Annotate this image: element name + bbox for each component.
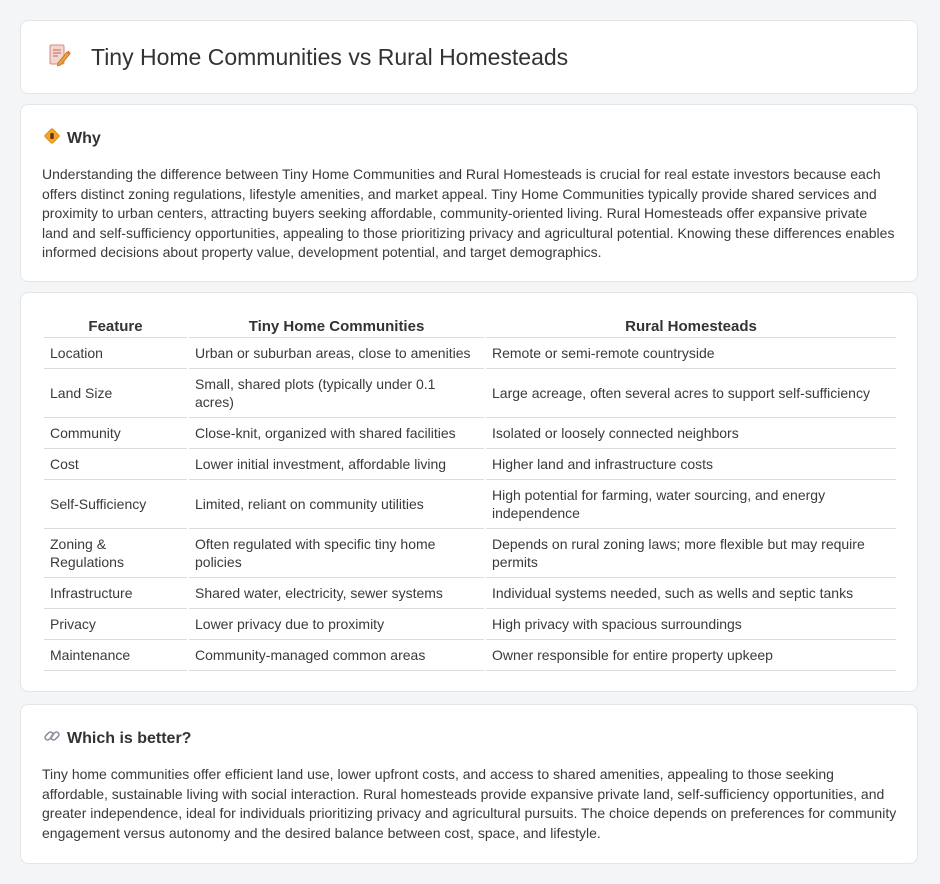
- table-row: [44, 338, 896, 369]
- table-row: [44, 609, 896, 640]
- feature-cell: Zoning & Regulations: [44, 529, 187, 578]
- feature-cell: Infrastructure: [44, 578, 187, 609]
- which-is-better-text: Tiny home communities offer efficient land use, lower upfront costs, and access to shared amenities, appealing to those seeking affordable, sustainable living with social interaction. Rural homesteads provide expansive private land, self-sufficiency opportunities, and greater independence, ideal for individuals prioritizing privacy and agricultural pursuits. The choice depends on preferences for community engagement versus autonomy and the desired balance between cost, space, and lifestyle.: [42, 766, 897, 841]
- why-heading: Why: [67, 129, 101, 147]
- which-is-better-section: [20, 704, 918, 864]
- table-row: [44, 578, 896, 609]
- why-section: [20, 104, 918, 282]
- table-row: [44, 369, 896, 418]
- header-tiny-home: Tiny Home Communities: [189, 315, 484, 338]
- tiny-home-cell: Limited, reliant on community utilities: [189, 480, 484, 529]
- comparison-table: [42, 315, 898, 671]
- tiny-home-cell: Lower initial investment, affordable living: [189, 449, 484, 480]
- comparison-section: [20, 292, 918, 692]
- tiny-home-cell: Close-knit, organized with shared facilities: [189, 418, 484, 449]
- feature-cell: Privacy: [44, 609, 187, 640]
- rural-homestead-cell: Owner responsible for entire property upkeep: [486, 640, 896, 671]
- rural-homestead-cell: Individual systems needed, such as wells and septic tanks: [486, 578, 896, 609]
- title-card: [20, 20, 918, 94]
- table-row: [44, 529, 896, 578]
- feature-cell: Land Size: [44, 369, 187, 418]
- rural-homestead-cell: Remote or semi-remote countryside: [486, 338, 896, 369]
- rural-homestead-cell: Higher land and infrastructure costs: [486, 449, 896, 480]
- tiny-home-cell: Urban or suburban areas, close to amenities: [189, 338, 484, 369]
- table-row: [44, 418, 896, 449]
- tiny-home-cell: Community-managed common areas: [189, 640, 484, 671]
- tiny-home-cell: Lower privacy due to proximity: [189, 609, 484, 640]
- link-icon: [43, 727, 61, 750]
- why-text: Understanding the difference between Tiny Home Communities and Rural Homesteads is crucial for real estate investors because each offers distinct zoning regulations, lifestyle amenities, and market appeal. Tiny Home Communities typically provide shared services and proximity to urban centers, attracting buyers seeking affordable, community-oriented living. Rural Homesteads offer expansive private land and self-sufficiency opportunities, appealing to those prioritizing privacy and agricultural potential. Knowing these differences enables informed decisions about property value, development potential, and target demographics.: [42, 166, 895, 261]
- feature-cell: Self-Sufficiency: [44, 480, 187, 529]
- rural-homestead-cell: High potential for farming, water sourcing, and energy independence: [486, 480, 896, 529]
- which-is-better-heading: Which is better?: [67, 729, 192, 747]
- feature-cell: Location: [44, 338, 187, 369]
- table-row: [44, 449, 896, 480]
- feature-cell: Maintenance: [44, 640, 187, 671]
- rural-homestead-cell: Depends on rural zoning laws; more flexible but may require permits: [486, 529, 896, 578]
- tiny-home-cell: Small, shared plots (typically under 0.1 acres): [189, 369, 484, 418]
- tiny-home-cell: Shared water, electricity, sewer systems: [189, 578, 484, 609]
- rural-homestead-cell: Large acreage, often several acres to support self-sufficiency: [486, 369, 896, 418]
- header-rural-homestead: Rural Homesteads: [486, 315, 896, 338]
- table-header-row: [44, 315, 896, 338]
- diamond-sign-icon: [43, 127, 61, 150]
- table-row: [44, 640, 896, 671]
- page-title: Tiny Home Communities vs Rural Homesteads: [91, 44, 569, 70]
- document-pencil-icon: [47, 43, 71, 72]
- rural-homestead-cell: High privacy with spacious surroundings: [486, 609, 896, 640]
- header-feature: Feature: [44, 315, 187, 338]
- tiny-home-cell: Often regulated with specific tiny home policies: [189, 529, 484, 578]
- feature-cell: Community: [44, 418, 187, 449]
- table-row: [44, 480, 896, 529]
- rural-homestead-cell: Isolated or loosely connected neighbors: [486, 418, 896, 449]
- feature-cell: Cost: [44, 449, 187, 480]
